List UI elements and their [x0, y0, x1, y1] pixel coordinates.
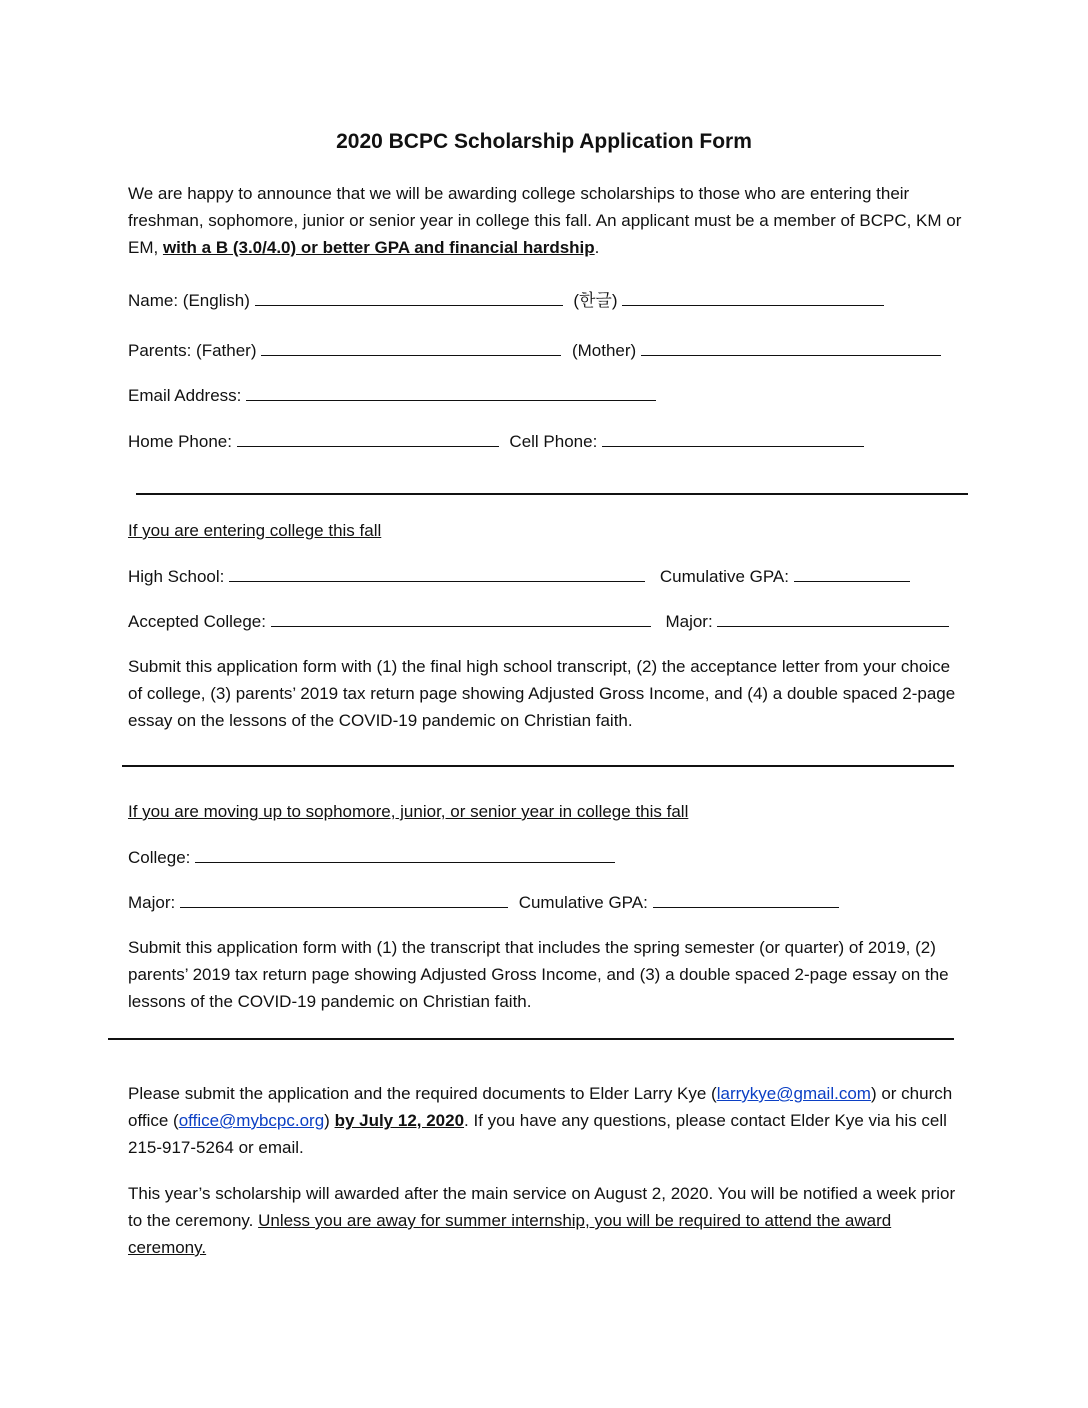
moving-up-gpa-label: Cumulative GPA:: [518, 893, 648, 912]
submission-text: ) or church office (: [128, 1084, 953, 1130]
moving-up-major-field[interactable]: [180, 891, 508, 908]
mother-label: (Mother): [571, 341, 637, 360]
home-phone-label: Home Phone:: [128, 432, 232, 451]
larry-email-link[interactable]: larrykye@gmail.com: [716, 1084, 871, 1103]
cell-phone-label: Cell Phone:: [509, 432, 598, 451]
phone-row: [128, 430, 864, 453]
submission-text: ): [324, 1111, 335, 1130]
section-divider: [136, 493, 968, 495]
parents-row: [128, 339, 941, 362]
ceremony-text: This year’s scholarship will awarded after the main service on August 2, 2020. You will be notified a week prior to the ceremony.: [128, 1184, 956, 1230]
office-email-link[interactable]: office@mybcpc.org: [178, 1111, 325, 1130]
father-label: Parents: (Father): [128, 341, 257, 360]
moving-up-major-row: [128, 891, 839, 914]
name-english-label: Name: (English): [128, 291, 250, 310]
intro-period: .: [594, 238, 600, 257]
attendance-requirement: Unless you are away for summer internship, you will be required to attend the award ceremony.: [128, 1211, 892, 1257]
eligibility-requirement: with a B (3.0/4.0) or better GPA and financial hardship: [162, 238, 595, 257]
entering-instructions: Submit this application form with (1) the final high school transcript, (2) the acceptance letter from your choice of college, (3) parents’ 2019 tax return page showing Adjusted Gross Income, and (4) a double spaced 2-page essay on the lessons of the COVID-19 pandemic on Christian faith.: [128, 657, 956, 730]
accepted-college-field[interactable]: [271, 610, 651, 627]
college-field[interactable]: [195, 846, 615, 863]
deadline: by July 12, 2020: [334, 1111, 465, 1130]
moving-up-heading: If you are moving up to sophomore, junior, or senior year in college this fall: [128, 802, 689, 821]
entering-heading: If you are entering college this fall: [128, 521, 382, 540]
cell-phone-field[interactable]: [602, 430, 864, 447]
name-english-field[interactable]: [255, 289, 563, 306]
name-row: [128, 289, 884, 312]
intro-paragraph: [128, 180, 968, 261]
submission-text: Please submit the application and the required documents to Elder Larry Kye (: [128, 1084, 717, 1103]
accepted-college-row: [128, 610, 949, 633]
moving-up-instructions: Submit this application form with (1) the transcript that includes the spring semester (or quarter) of 2019, (2) parents’ 2019 tax return page showing Adjusted Gross Income, and (3) a double spaced 2-page essay on the lessons of the COVID-19 pandemic on Christian faith.: [128, 938, 949, 1011]
intro-text: We are happy to announce that we will be awarding college scholarships to those who are entering their freshman, sophomore, junior or senior year in college this fall. An applicant must be a member of BCPC, KM or EM,: [128, 184, 962, 257]
moving-up-gpa-field[interactable]: [653, 891, 839, 908]
entering-gpa-field[interactable]: [794, 565, 910, 582]
entering-major-label: Major:: [665, 612, 713, 631]
name-korean-label: (한글): [573, 291, 618, 310]
father-field[interactable]: [261, 339, 561, 356]
entering-major-field[interactable]: [717, 610, 949, 627]
high-school-row: [128, 565, 910, 588]
accepted-college-label: Accepted College:: [128, 612, 266, 631]
college-label: College:: [128, 848, 191, 867]
mother-field[interactable]: [641, 339, 941, 356]
high-school-field[interactable]: [229, 565, 645, 582]
name-korean-field[interactable]: [622, 289, 884, 306]
email-row: [128, 384, 656, 407]
submission-text: . If you have any questions, please contact Elder Kye via his cell 215-917-5264 or email.: [128, 1111, 947, 1157]
home-phone-field[interactable]: [237, 430, 499, 447]
ceremony-paragraph: [128, 1180, 963, 1261]
section-divider: [108, 1038, 954, 1040]
moving-up-major-label: Major:: [128, 893, 176, 912]
high-school-label: High School:: [128, 567, 225, 586]
submission-paragraph: [128, 1080, 963, 1161]
college-row: [128, 846, 615, 869]
entering-gpa-label: Cumulative GPA:: [659, 567, 789, 586]
section-divider: [122, 765, 954, 767]
page-title: 2020 BCPC Scholarship Application Form: [336, 130, 752, 153]
email-label: Email Address:: [128, 386, 242, 405]
email-field[interactable]: [246, 384, 656, 401]
